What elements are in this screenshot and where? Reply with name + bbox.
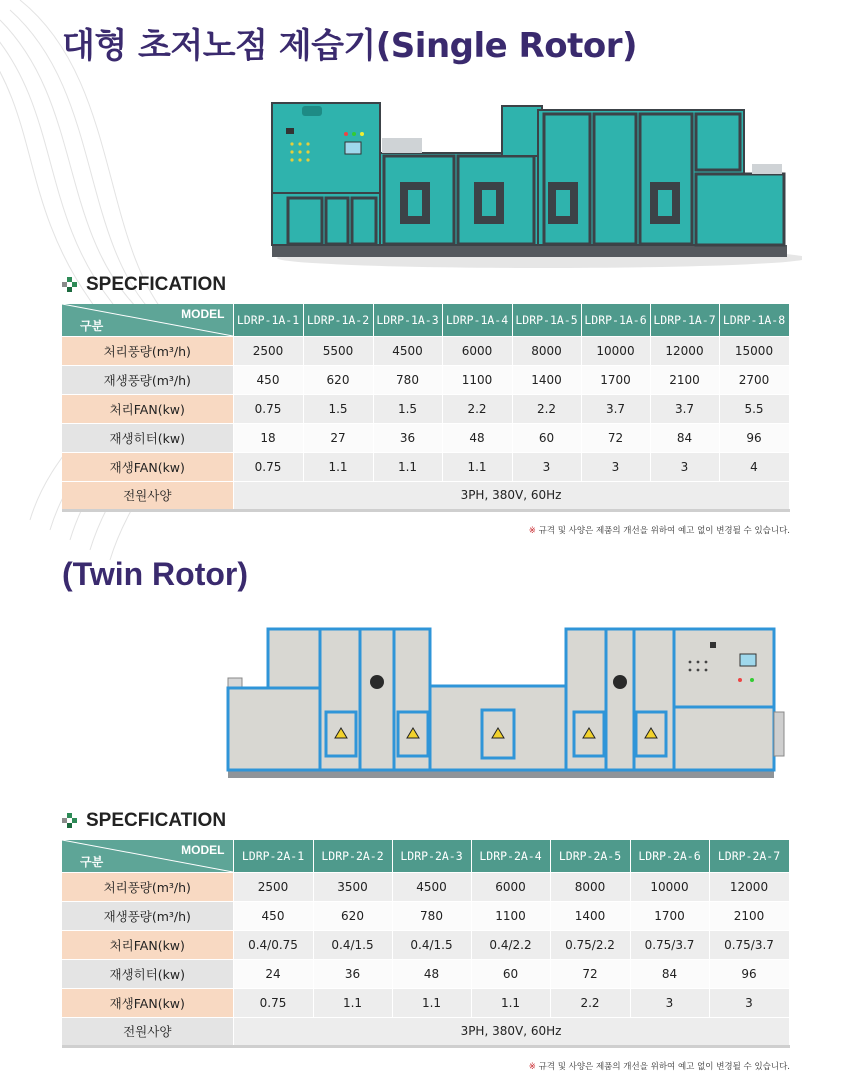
table-cell: 24 bbox=[233, 959, 313, 988]
table-row bbox=[62, 959, 789, 988]
table-cell: 8000 bbox=[512, 336, 581, 365]
diamond-bullet-icon bbox=[62, 277, 78, 293]
table-cell: 0.75 bbox=[233, 988, 313, 1017]
table-row-power bbox=[62, 1017, 789, 1046]
model-header: LDRP-1A-5 bbox=[512, 304, 581, 336]
table-cell: 4 bbox=[719, 452, 789, 481]
row-label: 처리FAN(kw) bbox=[62, 930, 233, 959]
model-header: LDRP-1A-6 bbox=[581, 304, 650, 336]
table-cell: 0.75/3.7 bbox=[709, 930, 789, 959]
model-header: LDRP-2A-4 bbox=[471, 840, 550, 872]
table-row bbox=[62, 394, 789, 423]
table-cell: 36 bbox=[313, 959, 392, 988]
table-cell: 3 bbox=[650, 452, 719, 481]
note-text: 규격 및 사양은 제품의 개선을 위하여 예고 없이 변경될 수 있습니다. bbox=[538, 1062, 790, 1072]
table-row bbox=[62, 423, 789, 452]
table-row bbox=[62, 930, 789, 959]
table-cell: 10000 bbox=[630, 872, 709, 901]
table-row-power bbox=[62, 481, 789, 510]
table-cell: 96 bbox=[709, 959, 789, 988]
row-label: 재생FAN(kw) bbox=[62, 452, 233, 481]
model-header: LDRP-2A-6 bbox=[630, 840, 709, 872]
table-cell: 0.75 bbox=[233, 394, 303, 423]
table-cell: 15000 bbox=[719, 336, 789, 365]
model-header: LDRP-2A-7 bbox=[709, 840, 789, 872]
table-row bbox=[62, 452, 789, 481]
table-cell: 6000 bbox=[442, 336, 512, 365]
table-corner-cell bbox=[62, 840, 233, 872]
row-label: 전원사양 bbox=[62, 1017, 233, 1046]
table-cell: 0.4/2.2 bbox=[471, 930, 550, 959]
table-cell: 2100 bbox=[650, 365, 719, 394]
table-cell: 2.2 bbox=[512, 394, 581, 423]
table-cell: 10000 bbox=[581, 336, 650, 365]
table-cell: 1700 bbox=[581, 365, 650, 394]
spec-note-twin bbox=[529, 1060, 790, 1072]
model-header: LDRP-1A-1 bbox=[233, 304, 303, 336]
table-cell: 1.1 bbox=[313, 988, 392, 1017]
table-cell: 3 bbox=[709, 988, 789, 1017]
table-cell: 2700 bbox=[719, 365, 789, 394]
model-header: LDRP-1A-2 bbox=[303, 304, 373, 336]
table-cell: 48 bbox=[442, 423, 512, 452]
note-mark-icon: ※ bbox=[528, 526, 536, 536]
table-cell: 620 bbox=[313, 901, 392, 930]
table-cell: 3500 bbox=[313, 872, 392, 901]
table-cell: 1.1 bbox=[303, 452, 373, 481]
page-title: 대형 초저노점 제습기(Single Rotor) bbox=[62, 26, 638, 66]
table-row bbox=[62, 901, 789, 930]
table-cell: 1.1 bbox=[442, 452, 512, 481]
table-row bbox=[62, 872, 789, 901]
table-cell: 1100 bbox=[471, 901, 550, 930]
table-cell: 0.4/0.75 bbox=[233, 930, 313, 959]
table-cell: 1.1 bbox=[392, 988, 471, 1017]
table-header-row bbox=[62, 304, 789, 336]
table-cell: 780 bbox=[373, 365, 442, 394]
table-cell: 84 bbox=[630, 959, 709, 988]
table-cell: 3 bbox=[512, 452, 581, 481]
note-mark-icon: ※ bbox=[528, 1062, 536, 1072]
spec-heading-twin bbox=[62, 810, 226, 832]
table-cell: 18 bbox=[233, 423, 303, 452]
table-cell: 12000 bbox=[709, 872, 789, 901]
table-cell: 780 bbox=[392, 901, 471, 930]
table-cell: 1700 bbox=[630, 901, 709, 930]
model-header: LDRP-1A-7 bbox=[650, 304, 719, 336]
table-header-row bbox=[62, 840, 789, 872]
spec-note-single bbox=[529, 524, 790, 536]
table-cell: 2.2 bbox=[550, 988, 630, 1017]
single-rotor-machine-image bbox=[262, 98, 802, 270]
table-cell: 5.5 bbox=[719, 394, 789, 423]
table-cell: 0.4/1.5 bbox=[392, 930, 471, 959]
table-cell: 1.5 bbox=[373, 394, 442, 423]
spec-heading-label: SPECFICATION bbox=[86, 810, 227, 831]
model-header: LDRP-2A-5 bbox=[550, 840, 630, 872]
table-row bbox=[62, 988, 789, 1017]
model-header: LDRP-1A-3 bbox=[373, 304, 442, 336]
model-header: LDRP-1A-4 bbox=[442, 304, 512, 336]
power-spec-cell: 3PH, 380V, 60Hz bbox=[233, 481, 789, 510]
table-cell: 84 bbox=[650, 423, 719, 452]
spec-table-single bbox=[62, 304, 790, 512]
table-cell: 12000 bbox=[650, 336, 719, 365]
table-cell: 3.7 bbox=[650, 394, 719, 423]
twin-rotor-machine-image bbox=[222, 624, 794, 784]
table-cell: 48 bbox=[392, 959, 471, 988]
table-cell: 2500 bbox=[233, 872, 313, 901]
note-text: 규격 및 사양은 제품의 개선을 위하여 예고 없이 변경될 수 있습니다. bbox=[538, 526, 790, 536]
model-header: LDRP-2A-2 bbox=[313, 840, 392, 872]
corner-model-label: MODEL bbox=[181, 843, 225, 857]
table-cell: 5500 bbox=[303, 336, 373, 365]
table-row bbox=[62, 336, 789, 365]
diamond-bullet-icon bbox=[62, 813, 78, 829]
corner-model-label: MODEL bbox=[181, 307, 225, 321]
corner-category-label: 구분 bbox=[80, 854, 104, 869]
table-cell: 60 bbox=[471, 959, 550, 988]
table-cell: 0.75 bbox=[233, 452, 303, 481]
table-cell: 620 bbox=[303, 365, 373, 394]
table-cell: 1.1 bbox=[471, 988, 550, 1017]
table-cell: 450 bbox=[233, 901, 313, 930]
row-label: 재생FAN(kw) bbox=[62, 988, 233, 1017]
row-label: 처리풍량(m³/h) bbox=[62, 872, 233, 901]
table-cell: 72 bbox=[581, 423, 650, 452]
twin-rotor-title: (Twin Rotor) bbox=[62, 556, 249, 592]
table-cell: 1100 bbox=[442, 365, 512, 394]
row-label: 처리풍량(m³/h) bbox=[62, 336, 233, 365]
table-cell: 0.75/3.7 bbox=[630, 930, 709, 959]
table-cell: 72 bbox=[550, 959, 630, 988]
spec-table-twin bbox=[62, 840, 790, 1048]
table-cell: 450 bbox=[233, 365, 303, 394]
table-cell: 2100 bbox=[709, 901, 789, 930]
table-cell: 2500 bbox=[233, 336, 303, 365]
row-label: 재생히터(kw) bbox=[62, 959, 233, 988]
corner-category-label: 구분 bbox=[80, 318, 104, 333]
table-cell: 96 bbox=[719, 423, 789, 452]
table-cell: 6000 bbox=[471, 872, 550, 901]
table-cell: 8000 bbox=[550, 872, 630, 901]
row-label: 재생풍량(m³/h) bbox=[62, 901, 233, 930]
table-cell: 1.1 bbox=[373, 452, 442, 481]
spec-heading-label: SPECFICATION bbox=[86, 274, 227, 295]
table-cell: 2.2 bbox=[442, 394, 512, 423]
table-cell: 1400 bbox=[550, 901, 630, 930]
table-cell: 3 bbox=[581, 452, 650, 481]
table-row bbox=[62, 365, 789, 394]
model-header: LDRP-2A-3 bbox=[392, 840, 471, 872]
spec-heading-single bbox=[62, 274, 226, 296]
table-cell: 3.7 bbox=[581, 394, 650, 423]
model-header: LDRP-2A-1 bbox=[233, 840, 313, 872]
row-label: 재생히터(kw) bbox=[62, 423, 233, 452]
row-label: 전원사양 bbox=[62, 481, 233, 510]
row-label: 재생풍량(m³/h) bbox=[62, 365, 233, 394]
model-header: LDRP-1A-8 bbox=[719, 304, 789, 336]
table-cell: 4500 bbox=[392, 872, 471, 901]
table-cell: 60 bbox=[512, 423, 581, 452]
table-cell: 27 bbox=[303, 423, 373, 452]
table-cell: 1400 bbox=[512, 365, 581, 394]
row-label: 처리FAN(kw) bbox=[62, 394, 233, 423]
table-cell: 1.5 bbox=[303, 394, 373, 423]
table-corner-cell bbox=[62, 304, 233, 336]
table-cell: 0.4/1.5 bbox=[313, 930, 392, 959]
table-cell: 4500 bbox=[373, 336, 442, 365]
table-cell: 36 bbox=[373, 423, 442, 452]
table-cell: 3 bbox=[630, 988, 709, 1017]
power-spec-cell: 3PH, 380V, 60Hz bbox=[233, 1017, 789, 1046]
table-cell: 0.75/2.2 bbox=[550, 930, 630, 959]
